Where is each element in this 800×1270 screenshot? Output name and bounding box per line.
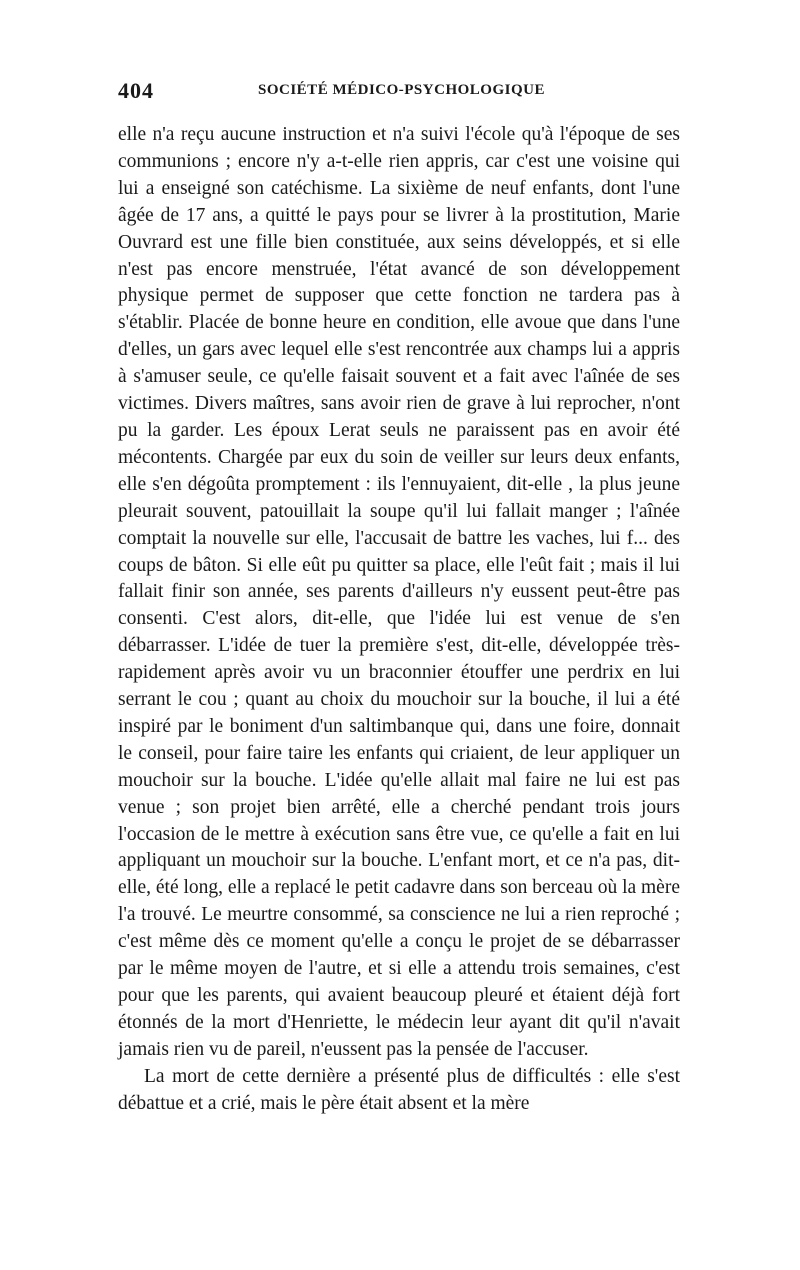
- running-title: SOCIÉTÉ MÉDICO-PSYCHOLOGIQUE: [258, 82, 545, 98]
- page-number: 404: [118, 78, 154, 103]
- body-text: [118, 122, 680, 1118]
- paragraph-continuation: elle n'a reçu aucune instruction et n'a suivi l'école qu'à l'époque de ses communions ; encore n'y a-t-elle rien appris, car c'est une voisine qui lui a enseigné son catéchisme. La sixième de neuf enfants, dont l'une âgée de 17 ans, a quitté le pays pour se livrer à la prostitution, Marie Ouvrard est une fille bien constituée, aux seins développés, et si elle n'est pas encore menstruée, l'état avancé de son développement physique permet de supposer que cette fonction ne tardera pas à s'établir. Placée de bonne heure en condition, elle avoue que dans l'une d'elles, un gars avec lequel elle s'est rencontrée aux champs lui a appris à s'amuser seule, ce qu'elle faisait souvent et a fait avec l'aînée de ses victimes. Divers maîtres, sans avoir rien de grave à lui reprocher, n'ont pu la garder. Les époux Lerat seuls ne paraissent pas en avoir été mécontents. Chargée par eux du soin de veiller sur leurs deux enfants, elle s'en dégoûta promptement : ils l'ennuyaient, dit-elle , la plus jeune pleurait souvent, patouillait la soupe qu'il lui fallait manger ; l'aînée comptait la nouvelle sur elle, l'accusait de battre les vaches, lui f... des coups de bâton. Si elle eût pu quitter sa place, elle l'eût fait ; mais il lui fallait finir son année, ses parents d'ailleurs n'y eussent peut-être pas consenti. C'est alors, dit-elle, que l'idée lui est venue de s'en débarrasser. L'idée de tuer la première s'est, dit-elle, développée très-rapidement après avoir vu un braconnier étouffer une perdrix en lui serrant le cou ; quant au choix du mouchoir sur la bouche, il lui a été inspiré par le boniment d'un saltimbanque qui, dans une foire, donnait le conseil, pour faire taire les enfants qui criaient, de leur appliquer un mouchoir sur la bouche. L'idée qu'elle allait mal faire ne lui est pas venue ; son projet bien arrêté, elle a cherché pendant trois jours l'occasion de le mettre à exécution sans être vue, ce qu'elle a fait en lui appliquant un mouchoir sur la bouche. L'enfant mort, et ce n'a pas, dit-elle, été long, elle a replacé le petit cadavre dans son berceau où la mère l'a trouvé. Le meurtre consommé, sa conscience ne lui a rien reproché ; c'est même dès ce moment qu'elle a conçu le projet de se débarrasser par le même moyen de l'autre, et si elle a attendu trois semaines, c'est pour que les parents, qui avaient beaucoup pleuré et étaient déjà fort étonnés de la mort d'Henriette, le médecin leur ayant dit qu'il n'avait jamais rien vu de pareil, n'eussent pas la pensée de l'accuser.: [118, 124, 680, 1060]
- running-head: [118, 78, 680, 118]
- paragraph-new: La mort de cette dernière a présenté plus de difficultés : elle s'est débattue et a crié, mais le père était absent et la mère: [118, 1065, 680, 1114]
